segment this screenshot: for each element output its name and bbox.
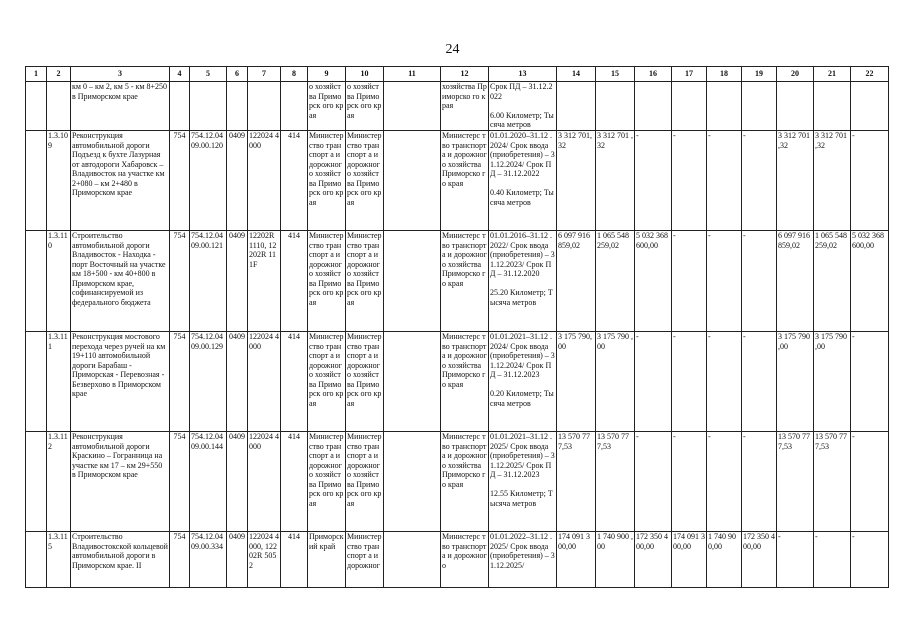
- table-cell-col-21: 13 570 77 7,53: [814, 432, 851, 532]
- table-cell-col-15: 1 065 548 259,02: [596, 231, 635, 332]
- table-row: [26, 131, 889, 231]
- column-header-7: 7: [248, 67, 281, 82]
- table-cell-col-14: 3 175 790, 00: [557, 332, 596, 432]
- table-cell-col-9: Министер ство транспорт а и дорожног о хозяйства Приморск ого края: [308, 432, 346, 532]
- table-cell-col-14: 3 312 701, 32: [557, 131, 596, 231]
- table-cell-col-18: [707, 82, 742, 131]
- table-cell-col-12: Министерс тво транспорта и дорожного хозяйства Приморско го края: [441, 332, 489, 432]
- table-cell-col-4: 754: [170, 332, 190, 432]
- table-cell-col-10: Министер ство транспорт а и дорожног о хозяйства Приморск ого края: [346, 231, 384, 332]
- table-cell-col-11: [384, 82, 441, 131]
- table-cell-col-6: 0409: [227, 131, 248, 231]
- table-cell-col-8: 414: [281, 131, 308, 231]
- table-cell-col-7: 122024 4000: [248, 131, 281, 231]
- table-cell-col-20: 3 312 701 ,32: [777, 131, 814, 231]
- table-cell-col-14: 6 097 916 859,02: [557, 231, 596, 332]
- column-header-17: 17: [672, 67, 707, 82]
- table-cell-col-7: [248, 82, 281, 131]
- table-cell-col-17: -: [672, 231, 707, 332]
- column-header-21: 21: [814, 67, 851, 82]
- table-cell-col-3: Реконструкция автомобильной дороги Подъезд к бухте Лазурная от автодороги Хабаровск – Владивосток на участке км 2+080 – км 2+480 в Приморском крае: [71, 131, 170, 231]
- table-cell-col-15: 3 175 790 ,00: [596, 332, 635, 432]
- table-cell-col-6: 0409: [227, 332, 248, 432]
- table-cell-col-12: Министерс тво транспорта и дорожного: [441, 532, 489, 588]
- table-row: [26, 82, 889, 131]
- table-cell-col-11: [384, 532, 441, 588]
- table-row: [26, 532, 889, 588]
- table-cell-col-8: 414: [281, 332, 308, 432]
- column-header-10: 10: [346, 67, 384, 82]
- budget-table: [25, 66, 889, 588]
- table-cell-col-2: 1.3.11 1: [47, 332, 71, 432]
- table-cell-col-6: [227, 82, 248, 131]
- table-cell-col-1: [26, 82, 47, 131]
- table-cell-col-12: хозяйства Приморско го края: [441, 82, 489, 131]
- table-cell-col-11: [384, 332, 441, 432]
- table-cell-col-14: 174 091 3 00,00: [557, 532, 596, 588]
- table-cell-col-20: 3 175 790 ,00: [777, 332, 814, 432]
- table-cell-col-2: 1.3.11 2: [47, 432, 71, 532]
- table-cell-col-13: 01.01.2022–31.12 .2025/ Срок ввода (приобретения) – 31.12.2025/: [489, 532, 557, 588]
- column-header-18: 18: [707, 67, 742, 82]
- table-cell-col-21: 1 065 548 259,02: [814, 231, 851, 332]
- table-body: [26, 82, 889, 588]
- table-cell-col-4: 754: [170, 231, 190, 332]
- table-cell-col-1: [26, 231, 47, 332]
- table-cell-col-17: [672, 82, 707, 131]
- column-header-2: 2: [47, 67, 71, 82]
- table-cell-col-16: 172 350 4 00,00: [635, 532, 672, 588]
- column-header-19: 19: [742, 67, 777, 82]
- column-header-3: 3: [71, 67, 170, 82]
- table-cell-col-19: -: [742, 131, 777, 231]
- table-cell-col-2: 1.3.10 9: [47, 131, 71, 231]
- table-cell-col-3: Реконструкция автомобильной дороги Краскино – Гогранница на участке км 17 – км 29+550 в Приморском крае: [71, 432, 170, 532]
- table-cell-col-12: Министерс тво транспорта и дорожного хозяйства Приморско го края: [441, 131, 489, 231]
- table-cell-col-6: 0409: [227, 231, 248, 332]
- column-header-9: 9: [308, 67, 346, 82]
- table-cell-col-18: -: [707, 332, 742, 432]
- column-header-1: 1: [26, 67, 47, 82]
- table-cell-col-8: [281, 82, 308, 131]
- table-cell-col-22: -: [851, 432, 889, 532]
- table-cell-col-13: 01.01.2020–31.12 .2024/ Срок ввода (приобретения) – 31.12.2024/ Срок ПД – 31.12.2022 0.40 Километр; Тысяча метров: [489, 131, 557, 231]
- column-header-16: 16: [635, 67, 672, 82]
- table-cell-col-7: 12202R 1110, 12202R 111F: [248, 231, 281, 332]
- table-cell-col-8: 414: [281, 231, 308, 332]
- budget-table-container: [25, 66, 889, 588]
- table-cell-col-5: [190, 82, 227, 131]
- table-row: [26, 332, 889, 432]
- table-cell-col-12: Министерс тво транспорта и дорожного хозяйства Приморско го края: [441, 432, 489, 532]
- table-cell-col-11: [384, 231, 441, 332]
- table-cell-col-8: 414: [281, 432, 308, 532]
- table-cell-col-18: 1 740 90 0,00: [707, 532, 742, 588]
- table-cell-col-3: Реконструкция мостового перехода через ручей на км 19+110 автомобильной дороги Барабаш - Приморская - Перевозная - Безверхово в Приморском крае: [71, 332, 170, 432]
- table-cell-col-21: 3 175 790 ,00: [814, 332, 851, 432]
- table-cell-col-4: 754: [170, 432, 190, 532]
- table-cell-col-22: 5 032 368 600,00: [851, 231, 889, 332]
- column-header-5: 5: [190, 67, 227, 82]
- table-cell-col-11: [384, 432, 441, 532]
- table-cell-col-16: [635, 82, 672, 131]
- table-cell-col-16: 5 032 368 600,00: [635, 231, 672, 332]
- table-cell-col-20: [777, 82, 814, 131]
- column-header-12: 12: [441, 67, 489, 82]
- table-cell-col-20: 13 570 77 7,53: [777, 432, 814, 532]
- table-cell-col-19: -: [742, 332, 777, 432]
- table-cell-col-10: Министер ство транспорт а и дорожног: [346, 532, 384, 588]
- table-cell-col-11: [384, 131, 441, 231]
- table-cell-col-21: 3 312 701 ,32: [814, 131, 851, 231]
- column-header-8: 8: [281, 67, 308, 82]
- table-cell-col-9: Министер ство транспорт а и дорожног о хозяйства Приморск ого края: [308, 231, 346, 332]
- table-cell-col-13: 01.01.2021–31.12 .2025/ Срок ввода (приобретения) – 31.12.2025/ Срок ПД – 31.12.2023 12.55 Километр; Тысяча метров: [489, 432, 557, 532]
- table-cell-col-1: [26, 332, 47, 432]
- table-cell-col-12: Министерс тво транспорта и дорожного хозяйства Приморско го края: [441, 231, 489, 332]
- column-header-14: 14: [557, 67, 596, 82]
- table-cell-col-10: Министер ство транспорт а и дорожног о хозяйства Приморск ого края: [346, 432, 384, 532]
- table-cell-col-3: Строительство автомобильной дороги Владивосток - Находка - порт Восточный на участке км 18+500 - км 40+800 в Приморском крае, софинансируемой из федерального бюджета: [71, 231, 170, 332]
- table-cell-col-13: 01.01.2021–31.12 .2024/ Срок ввода (приобретения) – 31.12.2024/ Срок ПД – 31.12.2023 0.20 Километр; Тысяча метров: [489, 332, 557, 432]
- table-cell-col-2: 1.3.11 5: [47, 532, 71, 588]
- table-cell-col-1: [26, 131, 47, 231]
- table-cell-col-10: Министер ство транспорт а и дорожног о хозяйства Приморск ого края: [346, 332, 384, 432]
- column-header-11: 11: [384, 67, 441, 82]
- table-cell-col-17: -: [672, 332, 707, 432]
- page-number: 24: [445, 42, 460, 57]
- table-cell-col-15: 1 740 900 ,00: [596, 532, 635, 588]
- table-cell-col-5: 754.12.04 09.00.129: [190, 332, 227, 432]
- table-cell-col-13: 01.01.2016–31.12 .2022/ Срок ввода (приобретения) – 31.12.2023/ Срок ПД – 31.12.2020 25.20 Километр; Тысяча метров: [489, 231, 557, 332]
- table-cell-col-20: 6 097 916 859,02: [777, 231, 814, 332]
- table-cell-col-3: Строительство Владивостокской кольцевой автомобильной дороги в Приморском крае. II: [71, 532, 170, 588]
- table-cell-col-13: Срок ПД – 31.12.2022 6.00 Километр; Тысяча метров: [489, 82, 557, 131]
- table-cell-col-9: Приморск ий край: [308, 532, 346, 588]
- table-cell-col-22: -: [851, 532, 889, 588]
- table-cell-col-10: Министер ство транспорт а и дорожног о хозяйства Приморск ого края: [346, 131, 384, 231]
- table-cell-col-16: -: [635, 332, 672, 432]
- table-cell-col-7: 122024 4000, 12202R 5052: [248, 532, 281, 588]
- table-cell-col-2: [47, 82, 71, 131]
- table-cell-col-18: -: [707, 231, 742, 332]
- table-cell-col-19: [742, 82, 777, 131]
- table-cell-col-14: [557, 82, 596, 131]
- table-cell-col-16: -: [635, 131, 672, 231]
- table-cell-col-5: 754.12.04 09.00.120: [190, 131, 227, 231]
- table-cell-col-21: [814, 82, 851, 131]
- column-header-6: 6: [227, 67, 248, 82]
- table-row: [26, 231, 889, 332]
- table-cell-col-14: 13 570 77 7,53: [557, 432, 596, 532]
- table-cell-col-17: -: [672, 432, 707, 532]
- table-cell-col-18: -: [707, 131, 742, 231]
- table-cell-col-9: Министер ство транспорт а и дорожног о хозяйства Приморск ого края: [308, 332, 346, 432]
- table-cell-col-16: -: [635, 432, 672, 532]
- column-header-20: 20: [777, 67, 814, 82]
- table-cell-col-15: [596, 82, 635, 131]
- table-cell-col-20: -: [777, 532, 814, 588]
- table-cell-col-15: 3 312 701 ,32: [596, 131, 635, 231]
- column-header-15: 15: [596, 67, 635, 82]
- table-cell-col-5: 754.12.04 09.00.144: [190, 432, 227, 532]
- table-cell-col-5: 754.12.04 09.00.334: [190, 532, 227, 588]
- table-cell-col-19: 172 350 4 00,00: [742, 532, 777, 588]
- table-cell-col-21: -: [814, 532, 851, 588]
- table-cell-col-5: 754.12.04 09.00.121: [190, 231, 227, 332]
- table-cell-col-6: 0409: [227, 432, 248, 532]
- table-cell-col-19: -: [742, 231, 777, 332]
- table-cell-col-22: -: [851, 131, 889, 231]
- table-cell-col-18: -: [707, 432, 742, 532]
- table-cell-col-22: [851, 82, 889, 131]
- table-cell-col-15: 13 570 77 7,53: [596, 432, 635, 532]
- table-cell-col-22: -: [851, 332, 889, 432]
- table-cell-col-3: км 0 – км 2, км 5 - км 8+250 в Приморском крае: [71, 82, 170, 131]
- column-header-4: 4: [170, 67, 190, 82]
- table-cell-col-9: о хозяйства Приморск ого края: [308, 82, 346, 131]
- column-header-22: 22: [851, 67, 889, 82]
- table-cell-col-6: 0409: [227, 532, 248, 588]
- table-cell-col-4: 754: [170, 131, 190, 231]
- table-cell-col-17: 174 091 300,00: [672, 532, 707, 588]
- table-cell-col-4: 754: [170, 532, 190, 588]
- column-header-13: 13: [489, 67, 557, 82]
- table-cell-col-7: 122024 4000: [248, 332, 281, 432]
- table-cell-col-2: 1.3.11 0: [47, 231, 71, 332]
- table-cell-col-1: [26, 532, 47, 588]
- table-cell-col-9: Министер ство транспорт а и дорожног о хозяйства Приморск ого края: [308, 131, 346, 231]
- table-cell-col-1: [26, 432, 47, 532]
- table-cell-col-7: 122024 4000: [248, 432, 281, 532]
- table-cell-col-19: -: [742, 432, 777, 532]
- table-cell-col-8: 414: [281, 532, 308, 588]
- table-cell-col-17: -: [672, 131, 707, 231]
- table-cell-col-4: [170, 82, 190, 131]
- table-row: [26, 432, 889, 532]
- table-cell-col-10: о хозяйства Приморск ого края: [346, 82, 384, 131]
- column-number-header-row: [26, 67, 889, 82]
